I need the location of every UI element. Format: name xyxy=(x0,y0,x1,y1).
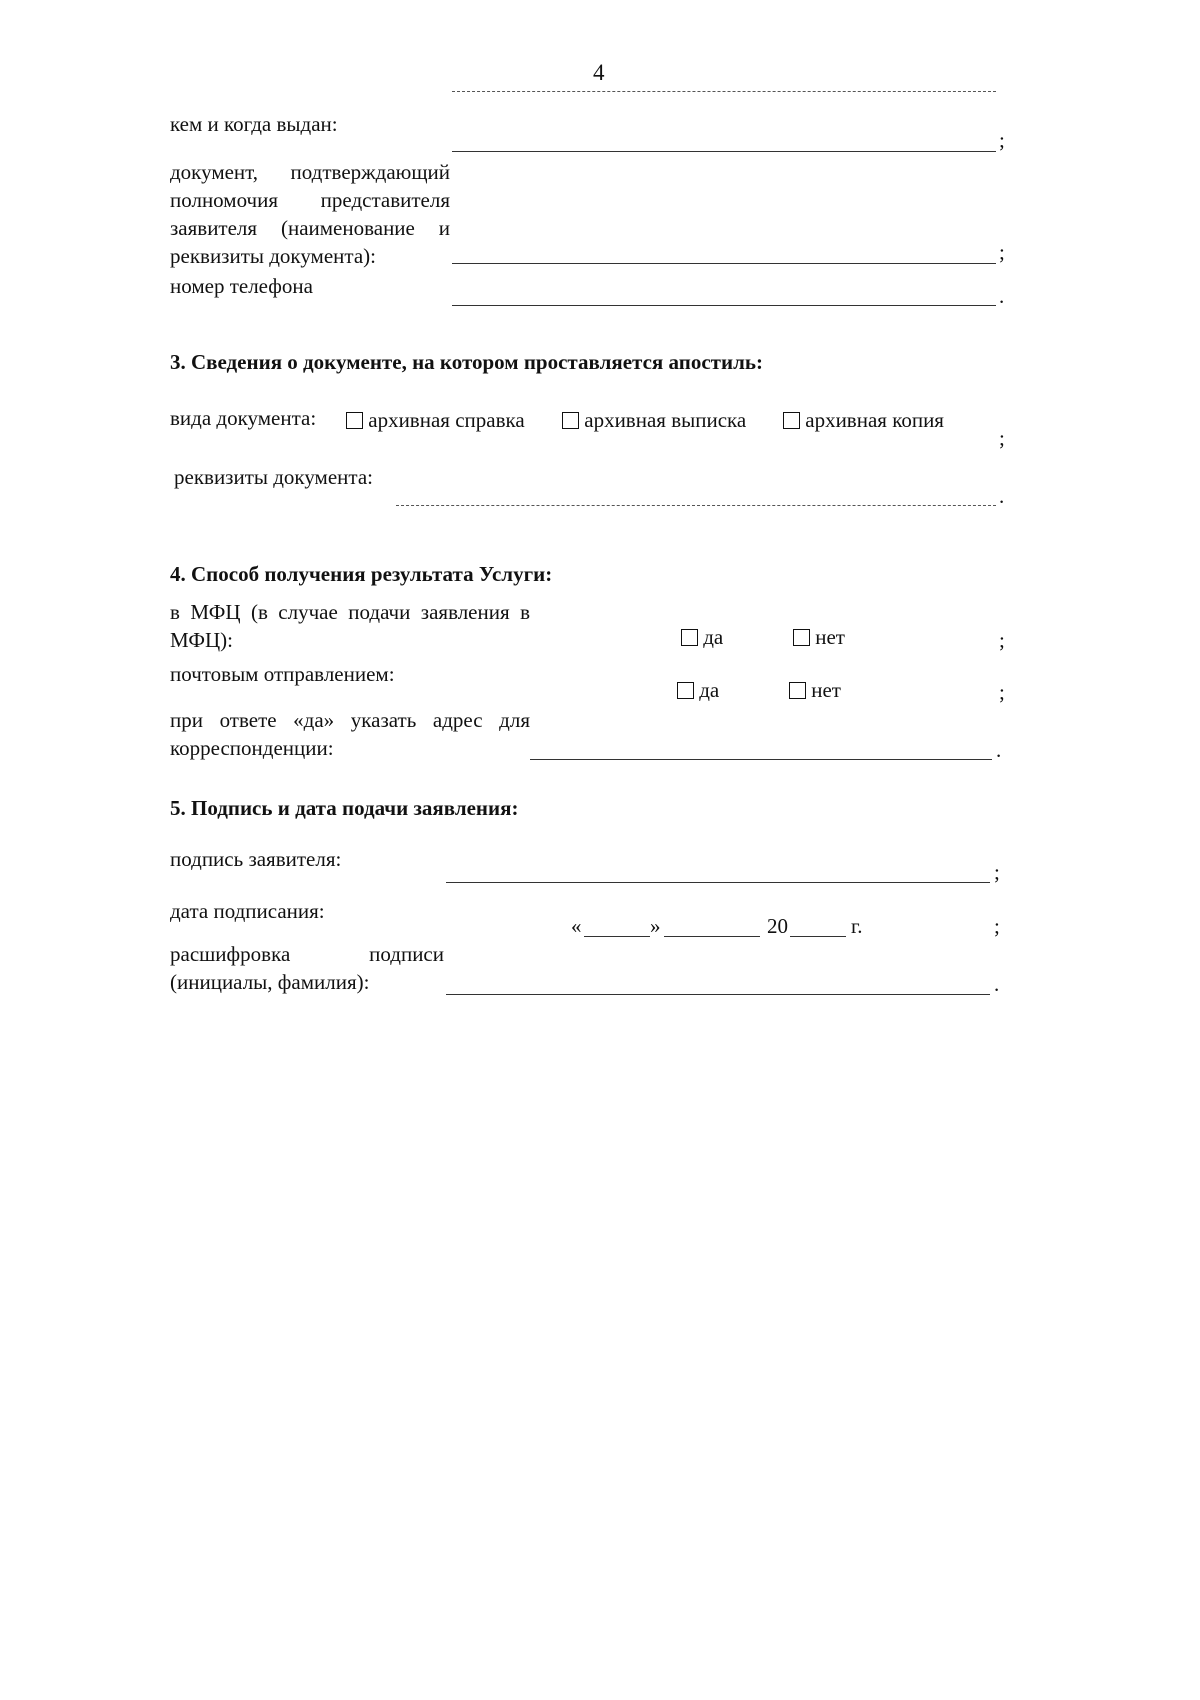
decode-field[interactable] xyxy=(446,994,990,995)
signature-field[interactable] xyxy=(446,882,990,883)
mail-no-option[interactable] xyxy=(789,678,841,703)
date-label: дата подписания: xyxy=(170,899,325,923)
decode-label xyxy=(170,940,444,996)
mail-yes-label: да xyxy=(699,678,720,702)
mfc-no-label: нет xyxy=(815,625,845,649)
authority-doc-line-2: полномочия представителя xyxy=(170,188,450,212)
date-day-field[interactable] xyxy=(584,936,650,937)
mail-yes-option[interactable] xyxy=(677,678,719,703)
date-month-field[interactable] xyxy=(664,936,760,937)
doc-type-option-1[interactable] xyxy=(346,408,525,433)
decode-label-line-2: (инициалы, фамилия): xyxy=(170,970,370,994)
date-century: 20 xyxy=(767,914,788,938)
mail-semicolon: ; xyxy=(999,680,1005,704)
option-label-archive-copy: архивная копия xyxy=(805,408,944,432)
date-year-field[interactable] xyxy=(790,936,846,937)
mfc-label-line-1: в МФЦ (в случае подачи заявления в xyxy=(170,600,530,624)
issued-by-label: кем и когда выдан: xyxy=(170,112,338,136)
authority-doc-field[interactable] xyxy=(452,263,996,264)
mfc-no-option[interactable] xyxy=(793,625,845,650)
checkbox-mail-no[interactable] xyxy=(789,682,806,699)
doc-type-option-2[interactable] xyxy=(562,408,746,433)
checkbox-mfc-no[interactable] xyxy=(793,629,810,646)
checkbox-archive-certificate[interactable] xyxy=(346,412,363,429)
authority-doc-line-3: заявителя (наименование и xyxy=(170,216,450,240)
doc-type-semicolon: ; xyxy=(999,426,1005,450)
decode-period: . xyxy=(994,972,1000,996)
issued-by-semicolon: ; xyxy=(999,128,1005,152)
option-label-archive-certificate: архивная справка xyxy=(368,408,525,432)
requisites-field[interactable] xyxy=(396,505,996,506)
mail-no-label: нет xyxy=(811,678,841,702)
checkbox-mfc-yes[interactable] xyxy=(681,629,698,646)
section5-heading: 5. Подпись и дата подачи заявления: xyxy=(170,796,519,820)
phone-field[interactable] xyxy=(452,305,996,306)
authority-doc-semicolon: ; xyxy=(999,240,1005,264)
option-label-archive-extract: архивная выписка xyxy=(584,408,747,432)
checkbox-archive-copy[interactable] xyxy=(783,412,800,429)
authority-doc-label xyxy=(170,158,450,270)
top-rule xyxy=(452,91,996,92)
address-field[interactable] xyxy=(530,759,992,760)
address-label xyxy=(170,706,530,762)
checkbox-mail-yes[interactable] xyxy=(677,682,694,699)
section3-heading: 3. Сведения о документе, на котором проставляется апостиль: xyxy=(170,350,763,374)
date-open-quote: « xyxy=(571,914,582,938)
mfc-yes-label: да xyxy=(703,625,724,649)
signature-semicolon: ; xyxy=(994,860,1000,884)
address-label-line-1: при ответе «да» указать адрес для xyxy=(170,708,530,732)
mail-label: почтовым отправлением: xyxy=(170,662,395,686)
requisites-label: реквизиты документа: xyxy=(174,465,373,489)
section4-heading: 4. Способ получения результата Услуги: xyxy=(170,562,553,586)
issued-by-field[interactable] xyxy=(452,151,996,152)
authority-doc-line-4: реквизиты документа): xyxy=(170,244,376,268)
address-period: . xyxy=(996,738,1002,762)
mfc-semicolon: ; xyxy=(999,628,1005,652)
doc-type-option-3[interactable] xyxy=(783,408,944,433)
doc-type-label: вида документа: xyxy=(170,406,317,430)
decode-label-line-1: расшифровка подписи xyxy=(170,942,444,966)
date-suffix: г. xyxy=(851,914,863,938)
date-close-quote: » xyxy=(650,914,661,938)
mfc-label-line-2: МФЦ): xyxy=(170,628,233,652)
requisites-period: . xyxy=(999,484,1005,508)
authority-doc-line-1: документ, подтверждающий xyxy=(170,160,450,184)
mfc-yes-option[interactable] xyxy=(681,625,723,650)
mfc-label xyxy=(170,598,530,654)
checkbox-archive-extract[interactable] xyxy=(562,412,579,429)
date-semicolon: ; xyxy=(994,914,1000,938)
address-label-line-2: корреспонденции: xyxy=(170,736,334,760)
page-number: 4 xyxy=(593,60,605,85)
signature-label: подпись заявителя: xyxy=(170,847,342,871)
phone-period: . xyxy=(999,284,1005,308)
phone-label: номер телефона xyxy=(170,274,313,298)
